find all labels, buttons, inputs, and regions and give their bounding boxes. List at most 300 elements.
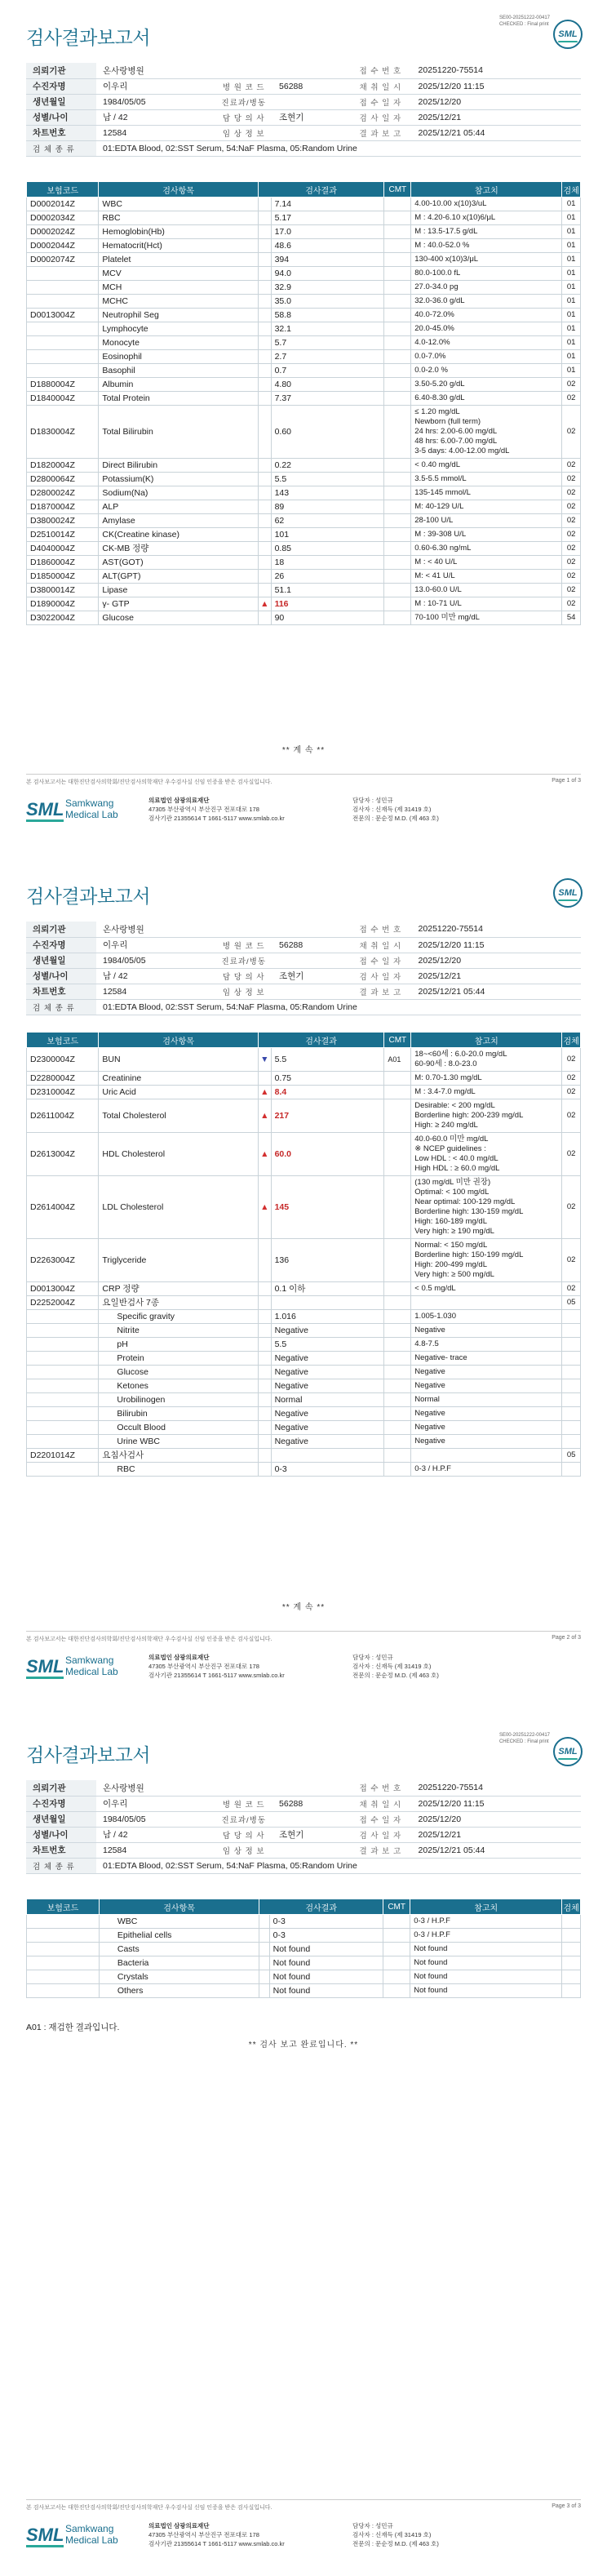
test-name: Hemoglobin(Hb) bbox=[99, 225, 258, 239]
specimen-code: 02 bbox=[562, 1086, 581, 1099]
abnormal-flag: ▲ bbox=[258, 1133, 271, 1176]
test-result: Not found bbox=[269, 1956, 383, 1970]
header-result: 검사결과 bbox=[258, 182, 384, 198]
test-result: 0-3 bbox=[271, 1463, 384, 1477]
test-result: 51.1 bbox=[271, 584, 384, 597]
test-name: WBC bbox=[99, 1915, 259, 1929]
test-result: Negative bbox=[271, 1421, 384, 1435]
specimen-code: 02 bbox=[562, 556, 581, 570]
insurance-code: D2800064Z bbox=[27, 473, 99, 486]
abnormal-flag bbox=[258, 406, 271, 459]
test-result: 217 bbox=[271, 1099, 384, 1133]
test-result: 0-3 bbox=[269, 1929, 383, 1943]
sml-logo: SML bbox=[553, 878, 583, 908]
comment-code bbox=[384, 1435, 411, 1449]
test-result: 5.5 bbox=[271, 1048, 384, 1072]
specimen-code: 02 bbox=[562, 378, 581, 392]
table-row bbox=[27, 1239, 581, 1282]
reference-range: Negative bbox=[411, 1324, 562, 1338]
insurance-code: D2614004Z bbox=[27, 1176, 99, 1239]
insurance-code bbox=[27, 1393, 99, 1407]
test-name: γ- GTP bbox=[99, 597, 258, 611]
insurance-code: D2613004Z bbox=[27, 1133, 99, 1176]
table-row bbox=[27, 1310, 581, 1324]
test-result: 26 bbox=[271, 570, 384, 584]
reference-range: M: 40-129 U/L bbox=[411, 500, 562, 514]
insurance-code: D0013004Z bbox=[27, 309, 99, 322]
page-number: Page 3 of 3 bbox=[552, 2503, 581, 2509]
insurance-code: D2800024Z bbox=[27, 486, 99, 500]
test-result: 145 bbox=[271, 1176, 384, 1239]
specimen-code: 01 bbox=[562, 309, 581, 322]
test-name: MCH bbox=[99, 281, 258, 295]
specimen-code: 01 bbox=[562, 198, 581, 211]
comment-code bbox=[384, 611, 411, 625]
reference-range bbox=[411, 1296, 562, 1310]
reference-range: 40.0-72.0% bbox=[411, 309, 562, 322]
signatures: 담당자 : 성민규 검사자 : 신재득 (제 31419 호) 전문의 : 문순정 M.D. (제 463 호) bbox=[352, 797, 439, 822]
comment-code bbox=[384, 253, 411, 267]
insurance-code: D2300004Z bbox=[27, 1048, 99, 1072]
reference-range: M : 4.20-6.10 x(10)6/μL bbox=[411, 211, 562, 225]
abnormal-flag: ▲ bbox=[258, 1176, 271, 1239]
abnormal-flag bbox=[258, 570, 271, 584]
abnormal-flag bbox=[258, 211, 271, 225]
insurance-code: D3022004Z bbox=[27, 611, 99, 625]
abnormal-flag bbox=[258, 556, 271, 570]
test-name: Others bbox=[99, 1984, 259, 1998]
specimen-code: 02 bbox=[562, 528, 581, 542]
reference-range: M : 40.0-52.0 % bbox=[411, 239, 562, 253]
report-page-3 bbox=[0, 1717, 607, 2576]
comment-code bbox=[384, 500, 411, 514]
abnormal-flag bbox=[258, 1338, 271, 1352]
test-result: 89 bbox=[271, 500, 384, 514]
specimen-code: 02 bbox=[562, 584, 581, 597]
test-name: Casts bbox=[99, 1943, 259, 1956]
comment-code bbox=[384, 281, 411, 295]
table-row bbox=[27, 1984, 581, 1998]
patient-info-table: 의뢰기관 온사랑병원 접 수 번 호 20251220-75514 수진자명 이우리 병 원 코 드 56288 채 취 일 시 2025/12/20 11:15 생년월일 1984/05/05 진료과/병동 접 수 일 자 2025/12/20 성별/나이 남 / 42 담 당 의 사 조현기 검 사 일 자 2025/12/21 차트번호 12584 임 상 정 보 결 과 보 고 2025/12/21 05:44 검 체 종 류 01:EDTA Blood, 02:SST Serum, 54:NaF Plasma, 05:Random Urine bbox=[26, 63, 581, 157]
test-result: 0.75 bbox=[271, 1072, 384, 1086]
table-row bbox=[27, 1435, 581, 1449]
table-row bbox=[27, 1099, 581, 1133]
test-name: Uric Acid bbox=[99, 1086, 258, 1099]
test-name: Platelet bbox=[99, 253, 258, 267]
table-row bbox=[27, 1282, 581, 1296]
comment-code bbox=[384, 514, 411, 528]
test-name: Occult Blood bbox=[99, 1421, 258, 1435]
signatures: 담당자 : 성민규 검사자 : 신재득 (제 31419 호) 전문의 : 문순정 M.D. (제 463 호) bbox=[352, 2522, 439, 2547]
page-number: Page 1 of 3 bbox=[552, 778, 581, 784]
table-header bbox=[27, 1899, 581, 1915]
abnormal-flag bbox=[258, 542, 271, 556]
test-result: Not found bbox=[269, 1984, 383, 1998]
test-result: 143 bbox=[271, 486, 384, 500]
table-row bbox=[27, 253, 581, 267]
abnormal-flag bbox=[258, 1463, 271, 1477]
abnormal-flag bbox=[258, 528, 271, 542]
samkwang-logo: SML Samkwang Medical Lab bbox=[26, 1654, 118, 1677]
specimen-code bbox=[562, 1379, 581, 1393]
table-header bbox=[27, 182, 581, 198]
reference-range: Negative bbox=[411, 1421, 562, 1435]
comment-code bbox=[383, 1970, 410, 1984]
test-result: 7.14 bbox=[271, 198, 384, 211]
specimen-code: 02 bbox=[562, 597, 581, 611]
comment-code bbox=[384, 1463, 411, 1477]
abnormal-flag bbox=[258, 1072, 271, 1086]
header-code: 보험코드 bbox=[27, 182, 99, 198]
header-chk: 검체 bbox=[562, 1899, 581, 1915]
test-name: Bacteria bbox=[99, 1956, 259, 1970]
specimen-code: 05 bbox=[562, 1296, 581, 1310]
reference-range: Negative bbox=[411, 1379, 562, 1393]
comment-code bbox=[383, 1915, 410, 1929]
header-ref: 참고치 bbox=[411, 182, 562, 198]
reference-range: Negative bbox=[411, 1407, 562, 1421]
table-row bbox=[27, 597, 581, 611]
test-result: 136 bbox=[271, 1239, 384, 1282]
test-name: BUN bbox=[99, 1048, 258, 1072]
signatures: 담당자 : 성민규 검사자 : 신재득 (제 31419 호) 전문의 : 문순정 M.D. (제 463 호) bbox=[352, 1654, 439, 1679]
test-result: 90 bbox=[271, 611, 384, 625]
table-row bbox=[27, 1072, 581, 1086]
comment-code bbox=[384, 1310, 411, 1324]
reference-range: 0-3 / H.P.F bbox=[411, 1463, 562, 1477]
table-row bbox=[27, 1324, 581, 1338]
comment-code bbox=[384, 570, 411, 584]
abnormal-flag bbox=[258, 611, 271, 625]
reference-range: 130-400 x(10)3/μL bbox=[411, 253, 562, 267]
reference-range: 0.0-7.0% bbox=[411, 350, 562, 364]
specimen-code: 02 bbox=[562, 459, 581, 473]
reference-range: 0.60-6.30 ng/mL bbox=[411, 542, 562, 556]
reference-range: < 0.5 mg/dL bbox=[411, 1282, 562, 1296]
page-footer: 본 검사보고서는 대한진단검사의학회/진단검사의학재단 우수검사실 신임 인증을 받은 검사실입니다. Page 2 of 3 SML Samkwang Medical Lab 의료법인 삼광의료재단 47305 부산광역시 부산진구 전포대로 178 검사기관 21355614 T 1661-5117 www.smlab.co.kr 담당자 : 성민규 검사자 : 신재득 (제 31419 호) 전문의 : 문순정 M.D. (제 463 호) bbox=[26, 1631, 581, 1632]
insurance-code: D2252004Z bbox=[27, 1296, 99, 1310]
specimen-code bbox=[562, 1407, 581, 1421]
test-result: 5.7 bbox=[271, 336, 384, 350]
table-row bbox=[27, 1463, 581, 1477]
insurance-code bbox=[27, 1366, 99, 1379]
abnormal-flag bbox=[258, 1282, 271, 1296]
reference-range: Negative- trace bbox=[411, 1352, 562, 1366]
table-row bbox=[27, 500, 581, 514]
reference-range: 0-3 / H.P.F bbox=[410, 1915, 562, 1929]
insurance-code: D2310004Z bbox=[27, 1086, 99, 1099]
test-result: 4.80 bbox=[271, 378, 384, 392]
table-row bbox=[27, 1421, 581, 1435]
reference-range: 32.0-36.0 g/dL bbox=[411, 295, 562, 309]
insurance-code: D1840004Z bbox=[27, 392, 99, 406]
reference-range: Not found bbox=[410, 1984, 562, 1998]
table-row bbox=[27, 459, 581, 473]
table-row bbox=[27, 1352, 581, 1366]
comment-code bbox=[384, 211, 411, 225]
specimen-code bbox=[562, 1463, 581, 1477]
test-name: Bilirubin bbox=[99, 1407, 258, 1421]
report-page-1 bbox=[0, 0, 607, 859]
abnormal-flag bbox=[258, 500, 271, 514]
insurance-code bbox=[27, 1338, 99, 1352]
comment-code bbox=[384, 473, 411, 486]
abnormal-flag bbox=[259, 1956, 269, 1970]
comment-code bbox=[384, 1449, 411, 1463]
test-name: Triglyceride bbox=[99, 1239, 258, 1282]
comment-code bbox=[384, 225, 411, 239]
abnormal-flag bbox=[258, 281, 271, 295]
reference-range: Negative bbox=[411, 1435, 562, 1449]
test-name: Nitrite bbox=[99, 1324, 258, 1338]
insurance-code: D0002034Z bbox=[27, 211, 99, 225]
reference-range: Not found bbox=[410, 1970, 562, 1984]
test-result: 0.7 bbox=[271, 364, 384, 378]
abnormal-flag bbox=[258, 1449, 271, 1463]
specimen-code bbox=[562, 1929, 581, 1943]
test-result: Not found bbox=[269, 1943, 383, 1956]
abnormal-flag bbox=[258, 584, 271, 597]
header-chk: 검체 bbox=[562, 182, 581, 198]
test-name: AST(GOT) bbox=[99, 556, 258, 570]
reference-range: 27.0-34.0 pg bbox=[411, 281, 562, 295]
specimen-code bbox=[562, 1338, 581, 1352]
test-result: 35.0 bbox=[271, 295, 384, 309]
reference-range: 135-145 mmol/L bbox=[411, 486, 562, 500]
table-row bbox=[27, 1176, 581, 1239]
specimen-code: 01 bbox=[562, 364, 581, 378]
insurance-code: D1860004Z bbox=[27, 556, 99, 570]
reference-range: M: 0.70-1.30 mg/dL bbox=[411, 1072, 562, 1086]
specimen-code: 01 bbox=[562, 239, 581, 253]
abnormal-flag bbox=[258, 1421, 271, 1435]
print-status: SE00-20251222-00417 CHECKED : Final print bbox=[498, 1733, 550, 1744]
table-row bbox=[27, 486, 581, 500]
comment-code bbox=[384, 1282, 411, 1296]
specimen-code bbox=[562, 1352, 581, 1366]
test-name: RBC bbox=[99, 1463, 258, 1477]
table-row bbox=[27, 1929, 581, 1943]
insurance-code: D1870004Z bbox=[27, 500, 99, 514]
insurance-code: D3800014Z bbox=[27, 584, 99, 597]
insurance-code: D2280004Z bbox=[27, 1072, 99, 1086]
table-row bbox=[27, 1970, 581, 1984]
abnormal-flag bbox=[258, 350, 271, 364]
sml-logo: SML bbox=[553, 1737, 583, 1766]
specimen-code: 01 bbox=[562, 350, 581, 364]
specimen-code: 05 bbox=[562, 1449, 581, 1463]
header-ref: 참고치 bbox=[411, 1033, 562, 1048]
sml-logo: SML bbox=[553, 20, 583, 49]
samkwang-logo: SML Samkwang Medical Lab bbox=[26, 2523, 118, 2546]
insurance-code bbox=[27, 1915, 100, 1929]
abnormal-flag bbox=[259, 1943, 269, 1956]
table-row bbox=[27, 1379, 581, 1393]
insurance-code: D2263004Z bbox=[27, 1239, 99, 1282]
results-table-page-3 bbox=[26, 1899, 581, 1998]
specimen-code: 02 bbox=[562, 500, 581, 514]
insurance-code bbox=[27, 1984, 100, 1998]
table-row bbox=[27, 322, 581, 336]
reference-range: 28-100 U/L bbox=[411, 514, 562, 528]
test-name: CRP 정량 bbox=[99, 1282, 258, 1296]
table-row bbox=[27, 1449, 581, 1463]
table-row bbox=[27, 336, 581, 350]
test-name: Urobilinogen bbox=[99, 1393, 258, 1407]
specimen-code bbox=[562, 1915, 581, 1929]
reference-range: Not found bbox=[410, 1943, 562, 1956]
table-row bbox=[27, 406, 581, 459]
reference-range: 18~<60세 : 6.0-20.0 mg/dL 60-90세 : 8.0-23.0 bbox=[411, 1048, 562, 1072]
table-row bbox=[27, 542, 581, 556]
specimen-code: 02 bbox=[562, 1072, 581, 1086]
comment-code bbox=[384, 556, 411, 570]
comment-code bbox=[384, 1133, 411, 1176]
test-result: 58.8 bbox=[271, 309, 384, 322]
comment-code bbox=[384, 1072, 411, 1086]
test-result: 0.60 bbox=[271, 406, 384, 459]
comment-code bbox=[384, 1393, 411, 1407]
comment-code bbox=[384, 1407, 411, 1421]
test-result: 18 bbox=[271, 556, 384, 570]
comment-code bbox=[384, 1352, 411, 1366]
specimen-code: 02 bbox=[562, 406, 581, 459]
test-result: 94.0 bbox=[271, 267, 384, 281]
test-result: 5.17 bbox=[271, 211, 384, 225]
comment-code bbox=[384, 1239, 411, 1282]
specimen-code bbox=[562, 1970, 581, 1984]
specimen-code bbox=[562, 1435, 581, 1449]
specimen-code: 02 bbox=[562, 1282, 581, 1296]
specimen-code: 01 bbox=[562, 225, 581, 239]
specimen-code: 02 bbox=[562, 1133, 581, 1176]
table-row bbox=[27, 1366, 581, 1379]
table-row bbox=[27, 350, 581, 364]
end-note: ** 검사 보고 완료입니다. ** bbox=[248, 2041, 359, 2050]
comment-code bbox=[384, 336, 411, 350]
insurance-code bbox=[27, 336, 99, 350]
abnormal-flag bbox=[258, 198, 271, 211]
specimen-code: 02 bbox=[562, 542, 581, 556]
comment-code bbox=[384, 1421, 411, 1435]
reference-range: M : < 40 U/L bbox=[411, 556, 562, 570]
comment-code bbox=[384, 1379, 411, 1393]
test-name: RBC bbox=[99, 211, 258, 225]
a01-note: A01 : 재검한 결과입니다. bbox=[26, 2023, 120, 2032]
comment-code bbox=[384, 528, 411, 542]
samkwang-logo: SML Samkwang Medical Lab bbox=[26, 797, 118, 820]
table-row bbox=[27, 364, 581, 378]
test-result: 60.0 bbox=[271, 1133, 384, 1176]
insurance-code: D0013004Z bbox=[27, 1282, 99, 1296]
specimen-code: 02 bbox=[562, 392, 581, 406]
test-result: 5.5 bbox=[271, 1338, 384, 1352]
test-result: Negative bbox=[271, 1435, 384, 1449]
insurance-code: D0002014Z bbox=[27, 198, 99, 211]
test-result: 48.6 bbox=[271, 239, 384, 253]
abnormal-flag bbox=[258, 267, 271, 281]
reference-range: 3.5-5.5 mmol/L bbox=[411, 473, 562, 486]
table-row bbox=[27, 1407, 581, 1421]
abnormal-flag bbox=[258, 1435, 271, 1449]
specimen-code: 02 bbox=[562, 1239, 581, 1282]
table-row bbox=[27, 378, 581, 392]
specimen-code bbox=[562, 1984, 581, 1998]
abnormal-flag bbox=[258, 336, 271, 350]
specimen-code: 02 bbox=[562, 1048, 581, 1072]
insurance-code bbox=[27, 295, 99, 309]
test-result: 116 bbox=[271, 597, 384, 611]
insurance-code bbox=[27, 1421, 99, 1435]
header-result: 검사결과 bbox=[258, 1033, 384, 1048]
table-row bbox=[27, 1956, 581, 1970]
test-result: 394 bbox=[271, 253, 384, 267]
test-result: Negative bbox=[271, 1324, 384, 1338]
header-cmt: CMT bbox=[383, 1899, 410, 1915]
report-page-2 bbox=[0, 859, 607, 1717]
report-title: 검사결과보고서 bbox=[26, 1744, 151, 1765]
specimen-code: 01 bbox=[562, 322, 581, 336]
header-ref: 참고치 bbox=[410, 1899, 562, 1915]
comment-code bbox=[384, 597, 411, 611]
page-number: Page 2 of 3 bbox=[552, 1635, 581, 1641]
test-name: 요일반검사 7종 bbox=[99, 1296, 258, 1310]
test-name: HDL Cholesterol bbox=[99, 1133, 258, 1176]
insurance-code bbox=[27, 281, 99, 295]
test-result bbox=[271, 1296, 384, 1310]
test-result: Negative bbox=[271, 1379, 384, 1393]
specimen-code: 01 bbox=[562, 295, 581, 309]
comment-code bbox=[384, 322, 411, 336]
insurance-code: D1890004Z bbox=[27, 597, 99, 611]
abnormal-flag bbox=[258, 309, 271, 322]
table-row bbox=[27, 392, 581, 406]
reference-range bbox=[411, 1449, 562, 1463]
comment-code bbox=[384, 309, 411, 322]
reference-range: Not found bbox=[410, 1956, 562, 1970]
specimen-code bbox=[562, 1310, 581, 1324]
reference-range: M : 39-308 U/L bbox=[411, 528, 562, 542]
test-name: Specific gravity bbox=[99, 1310, 258, 1324]
test-result bbox=[271, 1449, 384, 1463]
insurance-code bbox=[27, 1929, 100, 1943]
insurance-code bbox=[27, 1956, 100, 1970]
abnormal-flag: ▲ bbox=[258, 1086, 271, 1099]
abnormal-flag bbox=[258, 1366, 271, 1379]
reference-range: 40.0-60.0 미만 mg/dL ※ NCEP guidelines : Low HDL : < 40.0 mg/dL High HDL : ≥ 60.0 mg/dL bbox=[411, 1133, 562, 1176]
test-name: CK(Creatine kinase) bbox=[99, 528, 258, 542]
abnormal-flag bbox=[259, 1929, 269, 1943]
abnormal-flag bbox=[258, 1379, 271, 1393]
comment-code bbox=[384, 392, 411, 406]
table-header bbox=[27, 1033, 581, 1048]
test-result: Negative bbox=[271, 1366, 384, 1379]
abnormal-flag bbox=[258, 459, 271, 473]
insurance-code bbox=[27, 1943, 100, 1956]
test-result: 5.5 bbox=[271, 473, 384, 486]
test-name: pH bbox=[99, 1338, 258, 1352]
header-name: 검사항목 bbox=[99, 1899, 259, 1915]
table-row bbox=[27, 556, 581, 570]
specimen-code: 02 bbox=[562, 486, 581, 500]
test-result: 101 bbox=[271, 528, 384, 542]
header-result: 검사결과 bbox=[259, 1899, 383, 1915]
test-name: Crystals bbox=[99, 1970, 259, 1984]
table-row bbox=[27, 1338, 581, 1352]
specimen-code bbox=[562, 1366, 581, 1379]
insurance-code: D2611004Z bbox=[27, 1099, 99, 1133]
test-name: CK-MB 정량 bbox=[99, 542, 258, 556]
